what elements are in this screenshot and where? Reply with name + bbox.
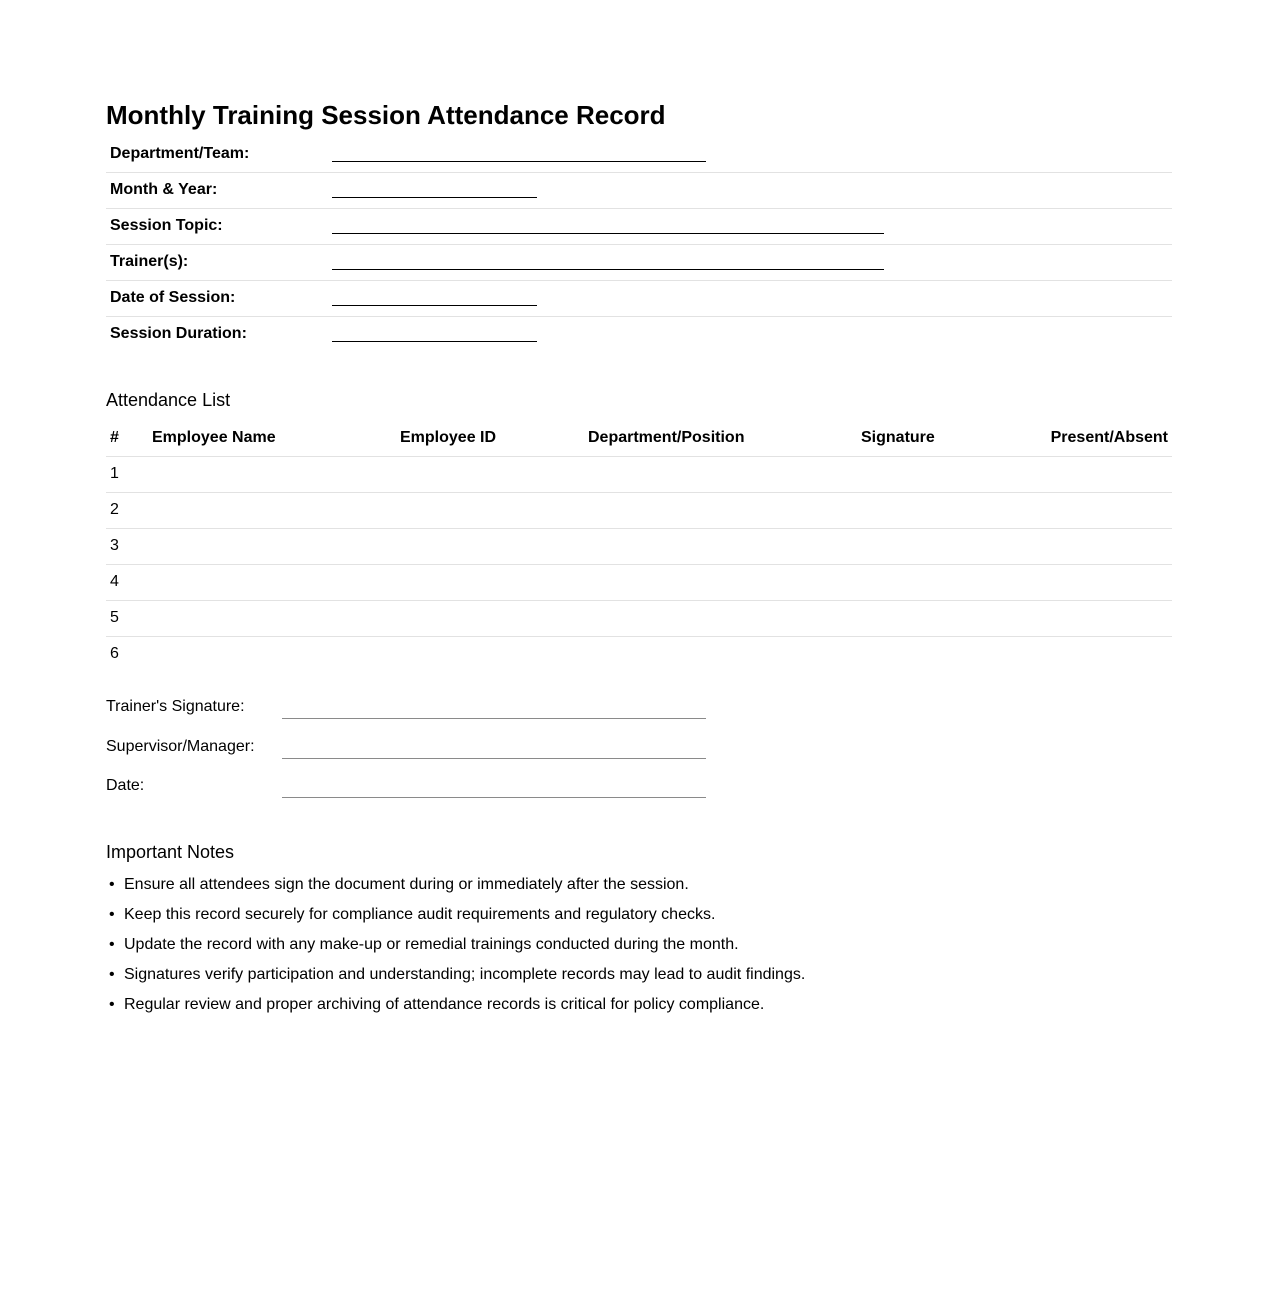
- column-header-name: Employee Name: [152, 429, 276, 446]
- row-number: 4: [110, 573, 119, 590]
- table-row[interactable]: [106, 457, 1172, 493]
- info-label: Session Duration:: [110, 325, 247, 342]
- note-text: Regular review and proper archiving of attendance records is critical for policy compliance.: [124, 996, 765, 1013]
- info-label: Session Topic:: [110, 217, 223, 234]
- date-signature-field: [106, 777, 706, 807]
- column-header-department: Department/Position: [588, 429, 745, 446]
- signature-label: Supervisor/Manager:: [106, 738, 255, 755]
- bullet-icon: •: [109, 996, 115, 1013]
- info-row-department: [106, 137, 1172, 173]
- info-label: Date of Session:: [110, 289, 236, 306]
- row-number: 5: [110, 609, 119, 626]
- note-text: Keep this record securely for compliance audit requirements and regulatory checks.: [124, 906, 716, 923]
- session-topic-field-line[interactable]: [332, 233, 884, 234]
- info-row-month-year: [106, 173, 1172, 209]
- signature-label: Date:: [106, 777, 145, 794]
- info-row-date: [106, 281, 1172, 317]
- info-row-trainers: [106, 245, 1172, 281]
- info-label: Month & Year:: [110, 181, 218, 198]
- trainers-field-line[interactable]: [332, 269, 884, 270]
- column-header-number: #: [110, 429, 119, 446]
- info-row-duration: [106, 317, 1172, 352]
- attendance-list-title: Attendance List: [106, 390, 231, 410]
- trainer-signature-field: [106, 698, 706, 728]
- column-header-id: Employee ID: [400, 429, 497, 446]
- important-notes-title: Important Notes: [106, 842, 235, 862]
- list-item: [106, 933, 1172, 963]
- table-row[interactable]: [106, 601, 1172, 637]
- attendance-table: [106, 421, 1172, 672]
- duration-field-line[interactable]: [332, 341, 537, 342]
- note-text: Ensure all attendees sign the document during or immediately after the session.: [124, 876, 689, 893]
- row-number: 6: [110, 645, 119, 662]
- bullet-icon: •: [109, 906, 115, 923]
- list-item: [106, 873, 1172, 903]
- list-item: [106, 993, 1172, 1023]
- note-text: Update the record with any make-up or remedial trainings conducted during the month.: [124, 936, 739, 953]
- supervisor-signature-field: [106, 738, 706, 768]
- bullet-icon: •: [109, 936, 115, 953]
- month-year-field-line[interactable]: [332, 197, 537, 198]
- signature-date-line[interactable]: [282, 797, 706, 798]
- table-header-row: [106, 421, 1172, 457]
- table-row[interactable]: [106, 565, 1172, 601]
- date-field-line[interactable]: [332, 305, 537, 306]
- table-row[interactable]: [106, 493, 1172, 529]
- supervisor-signature-line[interactable]: [282, 758, 706, 759]
- info-label: Trainer(s):: [110, 253, 189, 270]
- signature-label: Trainer's Signature:: [106, 698, 245, 715]
- table-row[interactable]: [106, 529, 1172, 565]
- row-number: 2: [110, 501, 119, 518]
- page-title: Monthly Training Session Attendance Record: [106, 100, 666, 130]
- trainer-signature-line[interactable]: [282, 718, 706, 719]
- column-header-signature: Signature: [861, 429, 935, 446]
- row-number: 1: [110, 465, 119, 482]
- notes-list: [106, 873, 1172, 1023]
- table-row[interactable]: [106, 637, 1172, 672]
- info-label: Department/Team:: [110, 145, 250, 162]
- department-field-line[interactable]: [332, 161, 706, 162]
- list-item: [106, 903, 1172, 933]
- row-number: 3: [110, 537, 119, 554]
- session-info-table: [106, 137, 1172, 352]
- bullet-icon: •: [109, 966, 115, 983]
- column-header-present-absent: Present/Absent: [1050, 429, 1168, 446]
- note-text: Signatures verify participation and understanding; incomplete records may lead to audit findings.: [124, 966, 806, 983]
- info-row-session-topic: [106, 209, 1172, 245]
- bullet-icon: •: [109, 876, 115, 893]
- list-item: [106, 963, 1172, 993]
